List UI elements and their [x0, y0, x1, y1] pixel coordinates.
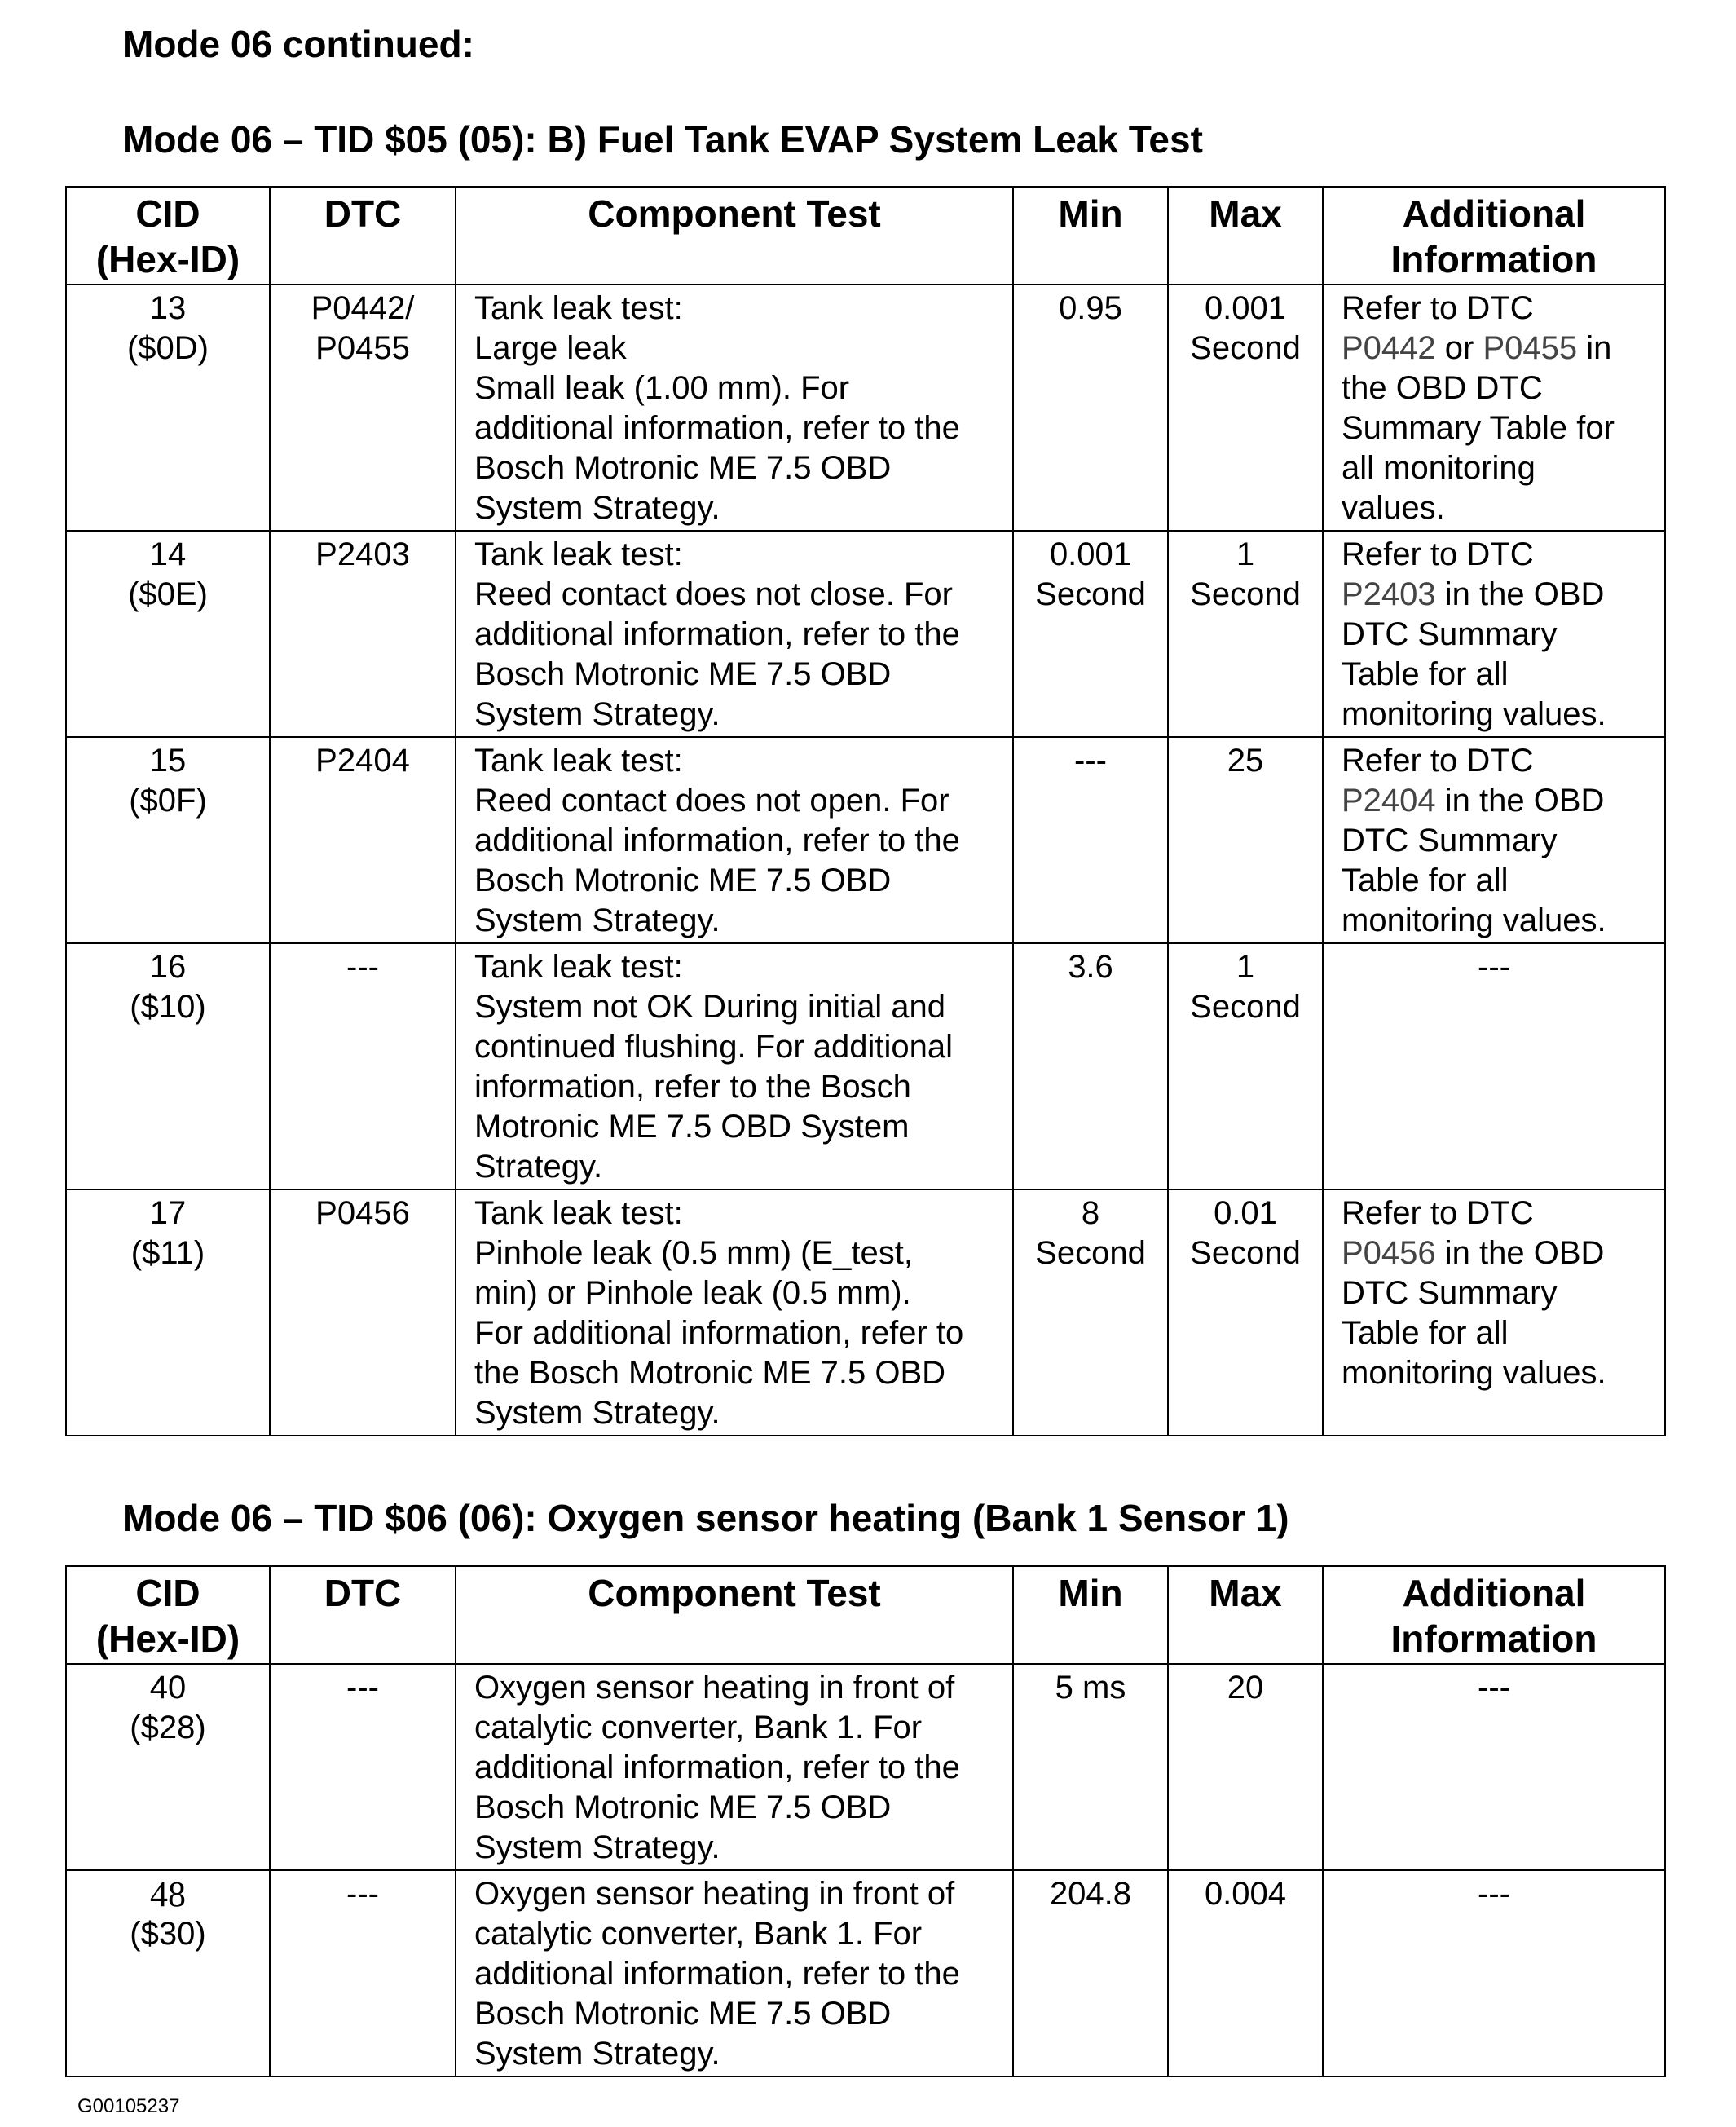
header-cid: CID (Hex-ID) [66, 187, 270, 285]
evap-leak-test-table [65, 186, 1666, 1436]
dtc-cell: --- [270, 1870, 456, 2076]
header-min: Min [1013, 187, 1168, 285]
cid-cell: 48 ($30) [66, 1870, 270, 2076]
min-cell: 8 Second [1013, 1189, 1168, 1436]
oxygen-sensor-heating-table [65, 1565, 1666, 2077]
dtc-cell: P2404 [270, 737, 456, 943]
table-header-row [66, 1566, 1665, 1664]
cid-cell: 13 ($0D) [66, 285, 270, 531]
table-row [66, 285, 1665, 531]
additional-info-cell: Refer to DTC P2404 in the OBD DTC Summary Table for all monitoring values. [1323, 737, 1665, 943]
min-cell: 0.001 Second [1013, 531, 1168, 737]
section1-title: Mode 06 – TID $05 (05): B) Fuel Tank EVAP System Leak Test [122, 118, 1203, 161]
max-cell: 20 [1168, 1664, 1323, 1870]
figure-code: G00105237 [77, 2095, 180, 2117]
dtc-cell: --- [270, 943, 456, 1189]
max-cell: 25 [1168, 737, 1323, 943]
max-cell: 0.004 [1168, 1870, 1323, 2076]
header-max: Max [1168, 1566, 1323, 1664]
table-row [66, 1189, 1665, 1436]
component-test-cell: Oxygen sensor heating in front of catalytic converter, Bank 1. For additional information, refer to the Bosch Motronic ME 7.5 OBD System Strategy. [456, 1870, 1013, 2076]
component-test-cell: Tank leak test: Reed contact does not close. For additional information, refer to the Bosch Motronic ME 7.5 OBD System Strategy. [456, 531, 1013, 737]
min-cell: 5 ms [1013, 1664, 1168, 1870]
header-additional-information: Additional Information [1323, 1566, 1665, 1664]
dtc-reference: P2404 [1342, 783, 1436, 819]
table-row [66, 1870, 1665, 2076]
table-row [66, 737, 1665, 943]
table-row [66, 1664, 1665, 1870]
header-component-test: Component Test [456, 1566, 1013, 1664]
cid-cell: 16 ($10) [66, 943, 270, 1189]
component-test-cell: Tank leak test: Reed contact does not open. For additional information, refer to the Bosch Motronic ME 7.5 OBD System Strategy. [456, 737, 1013, 943]
header-max: Max [1168, 187, 1323, 285]
min-cell: 204.8 [1013, 1870, 1168, 2076]
cid-cell: 14 ($0E) [66, 531, 270, 737]
max-cell: 1 Second [1168, 943, 1323, 1189]
dtc-reference: P2403 [1342, 576, 1436, 612]
table-row [66, 943, 1665, 1189]
additional-info-cell: --- [1323, 943, 1665, 1189]
table-row [66, 531, 1665, 737]
component-test-cell: Tank leak test: Pinhole leak (0.5 mm) (E_test, min) or Pinhole leak (0.5 mm). For additional information, refer to the Bosch Motronic ME 7.5 OBD System Strategy. [456, 1189, 1013, 1436]
header-additional-information: Additional Information [1323, 187, 1665, 285]
component-test-cell: Tank leak test: Large leak Small leak (1.00 mm). For additional information, refer to the Bosch Motronic ME 7.5 OBD System Strategy. [456, 285, 1013, 531]
header-cid: CID (Hex-ID) [66, 1566, 270, 1664]
page-heading: Mode 06 continued: [122, 23, 474, 65]
section2-title: Mode 06 – TID $06 (06): Oxygen sensor heating (Bank 1 Sensor 1) [122, 1497, 1289, 1539]
min-cell: --- [1013, 737, 1168, 943]
dtc-cell: P0456 [270, 1189, 456, 1436]
header-component-test: Component Test [456, 187, 1013, 285]
additional-info-cell: Refer to DTC P2403 in the OBD DTC Summary Table for all monitoring values. [1323, 531, 1665, 737]
additional-info-cell: --- [1323, 1870, 1665, 2076]
cid-cell: 15 ($0F) [66, 737, 270, 943]
dtc-cell: P0442/ P0455 [270, 285, 456, 531]
min-cell: 0.95 [1013, 285, 1168, 531]
dtc-reference: P0456 [1342, 1235, 1436, 1271]
component-test-cell: Oxygen sensor heating in front of catalytic converter, Bank 1. For additional information, refer to the Bosch Motronic ME 7.5 OBD System Strategy. [456, 1664, 1013, 1870]
dtc-reference: P0455 [1483, 330, 1578, 366]
component-test-cell: Tank leak test: System not OK During initial and continued flushing. For additional information, refer to the Bosch Motronic ME 7.5 OBD System Strategy. [456, 943, 1013, 1189]
min-cell: 3.6 [1013, 943, 1168, 1189]
max-cell: 0.001 Second [1168, 285, 1323, 531]
cid-cell: 17 ($11) [66, 1189, 270, 1436]
dtc-cell: P2403 [270, 531, 456, 737]
header-dtc: DTC [270, 187, 456, 285]
additional-info-cell: Refer to DTC P0442 or P0455 in the OBD DTC Summary Table for all monitoring values. [1323, 285, 1665, 531]
dtc-reference: P0442 [1342, 330, 1436, 366]
header-min: Min [1013, 1566, 1168, 1664]
additional-info-cell: Refer to DTC P0456 in the OBD DTC Summary Table for all monitoring values. [1323, 1189, 1665, 1436]
max-cell: 1 Second [1168, 531, 1323, 737]
cid-cell: 40 ($28) [66, 1664, 270, 1870]
additional-info-cell: --- [1323, 1664, 1665, 1870]
max-cell: 0.01 Second [1168, 1189, 1323, 1436]
header-dtc: DTC [270, 1566, 456, 1664]
dtc-cell: --- [270, 1664, 456, 1870]
table-header-row [66, 187, 1665, 285]
